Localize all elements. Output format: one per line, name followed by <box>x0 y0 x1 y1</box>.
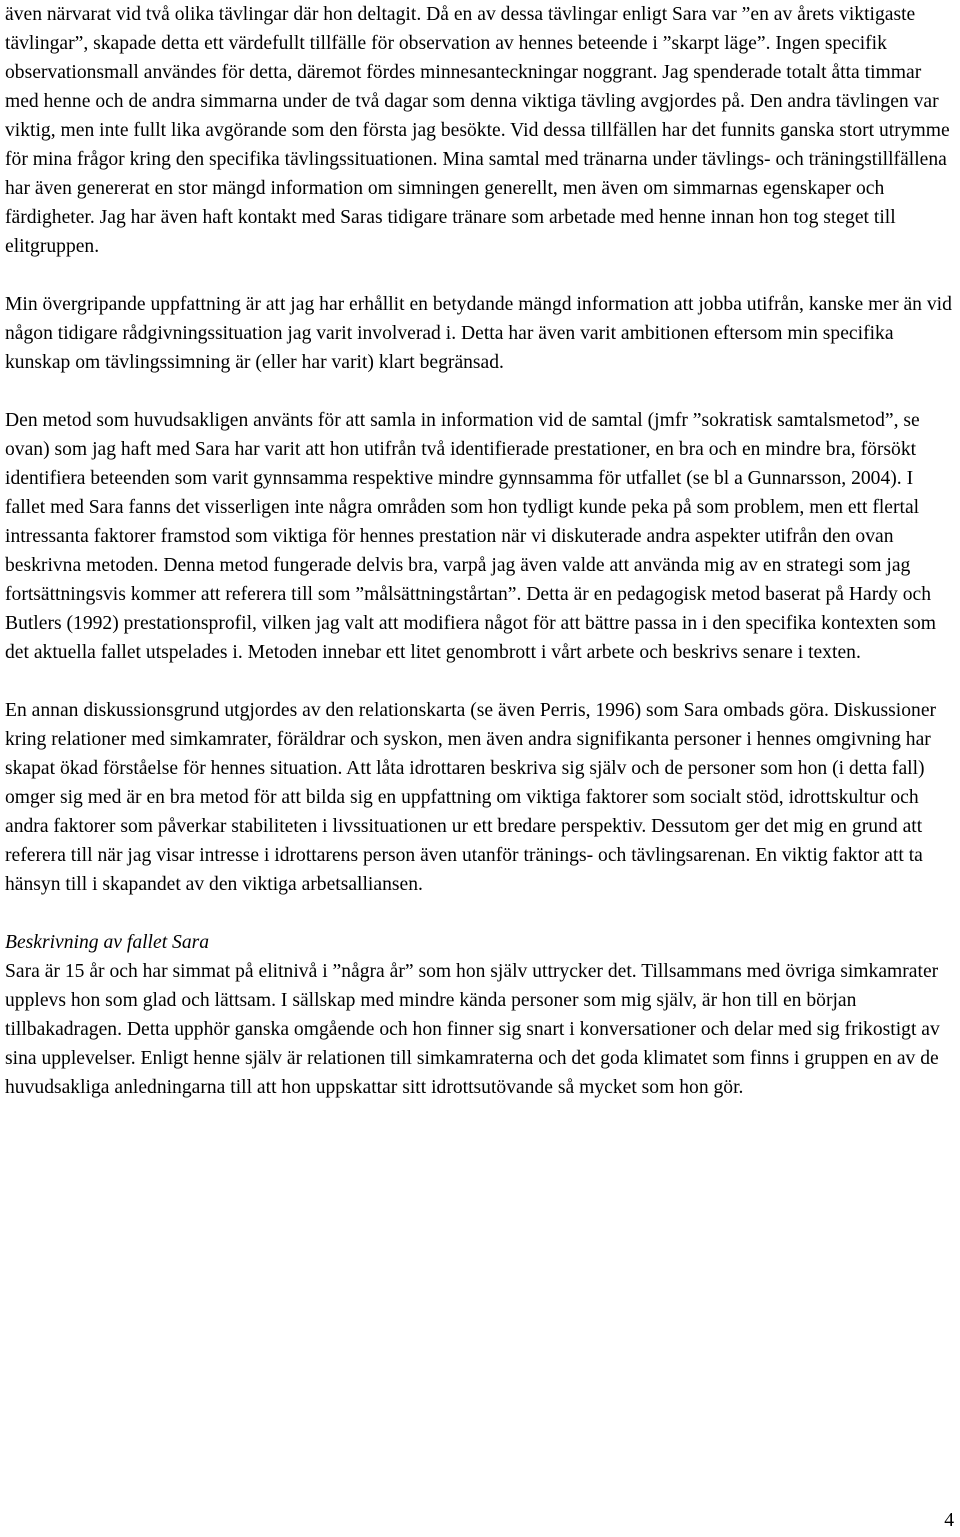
paragraph-overall-impression: Min övergripande uppfattning är att jag har erhållit en betydande mängd information att jobba utifrån, kanske mer än vid någon tidigare rådgivningssituation jag varit involverad i. Detta har även varit ambitionen eftersom min specifika kunskap om tävlingssimning är (eller har varit) klart begränsad. <box>5 294 952 373</box>
document-page <box>5 0 955 1102</box>
paragraph-method: Den metod som huvudsakligen använts för att samla in information vid de samtal (jmfr ”sokratisk samtalsmetod”, se ovan) som jag haft med Sara har varit att hon utifrån två identifierade prestationer, en bra och en mindre bra, försökt identifiera beteenden som varit gynnsamma respektive mindre gynnsamma för utfallet (se bl a Gunnarsson, 2004). I fallet med Sara fanns det visserligen inte några områden som hon tydligt kunde peka på som problem, men ett flertal intressanta faktorer framstod som viktiga för hennes prestation när vi diskuterade andra aspekter utifrån den ovan beskrivna metoden. Denna metod fungerade delvis bra, varpå jag även valde att använda mig av en strategi som jag fortsättningsvis kommer att referera till som ”målsättningstårtan”. Detta är en pedagogisk metod baserat på Hardy och Butlers (1992) prestationsprofil, vilken jag valt att modifiera något för att bättre passa in i den specifika kontexten som det aktuella fallet utspelades i. Metoden innebar ett litet genombrott i vårt arbete och beskrivs senare i texten. <box>5 410 936 663</box>
page-number: 4 <box>944 1510 954 1531</box>
paragraph-case-description: Sara är 15 år och har simmat på elitnivå i ”några år” som hon själv uttrycker det. Tillsammans med övriga simkamrater upplevs hon som glad och lättsam. I sällskap med mindre kända personer som mig själv, är hon till en början tillbakadragen. Detta upphör ganska omgående och hon finner sig snart i konversationer och delar med sig frikostigt av sina upplevelser. Enligt henne själv är relationen till simkamraterna och det goda klimatet som finns i gruppen en av de huvudsakliga anledningarna till att hon uppskattar sitt idrottsutövande så mycket som hon gör. <box>5 961 940 1098</box>
paragraph-observation: även närvarat vid två olika tävlingar där hon deltagit. Då en av dessa tävlingar enligt Sara var ”en av årets viktigaste tävlingar”, skapade detta ett värdefullt tillfälle för observation av hennes beteende i ”skarpt läge”. Ingen specifik observationsmall användes för detta, däremot fördes minnesanteckningar noggrant. Jag spenderade totalt åtta timmar med henne och de andra simmarna under de två dagar som denna viktiga tävling avgjordes på. Den andra tävlingen var viktig, men inte fullt lika avgörande som den första jag besökte. Vid dessa tillfällen har det funnits ganska stort utrymme för mina frågor kring den specifika tävlingssituationen. Mina samtal med tränarna under tävlings- och träningstillfällena har även genererat en stor mängd information om simningen generellt, men även om simmarnas egenskaper och färdigheter. Jag har även haft kontakt med Saras tidigare tränare som arbetade med henne innan hon tog steget till elitgruppen. <box>5 4 950 257</box>
section-heading: Beskrivning av fallet Sara <box>5 932 210 953</box>
paragraph-relationship-map: En annan diskussionsgrund utgjordes av den relationskarta (se även Perris, 1996) som Sara ombads göra. Diskussioner kring relationer med simkamrater, föräldrar och syskon, men även andra signifikanta personer i hennes omgivning har skapat ökad förståelse för hennes situation. Att låta idrottaren beskriva sig själv och de personer som hon (i detta fall) omger sig med är en bra metod för att bilda sig en uppfattning om viktiga faktorer som socialt stöd, idrottskultur och andra faktorer som påverkar stabiliteten i livssituationen ur ett bredare perspektiv. Dessutom ger det mig en grund att referera till när jag visar intresse i idrottarens person även utanför tränings- och tävlingsarenan. En viktig faktor att ta hänsyn till i skapandet av den viktiga arbetsalliansen. <box>5 700 937 895</box>
